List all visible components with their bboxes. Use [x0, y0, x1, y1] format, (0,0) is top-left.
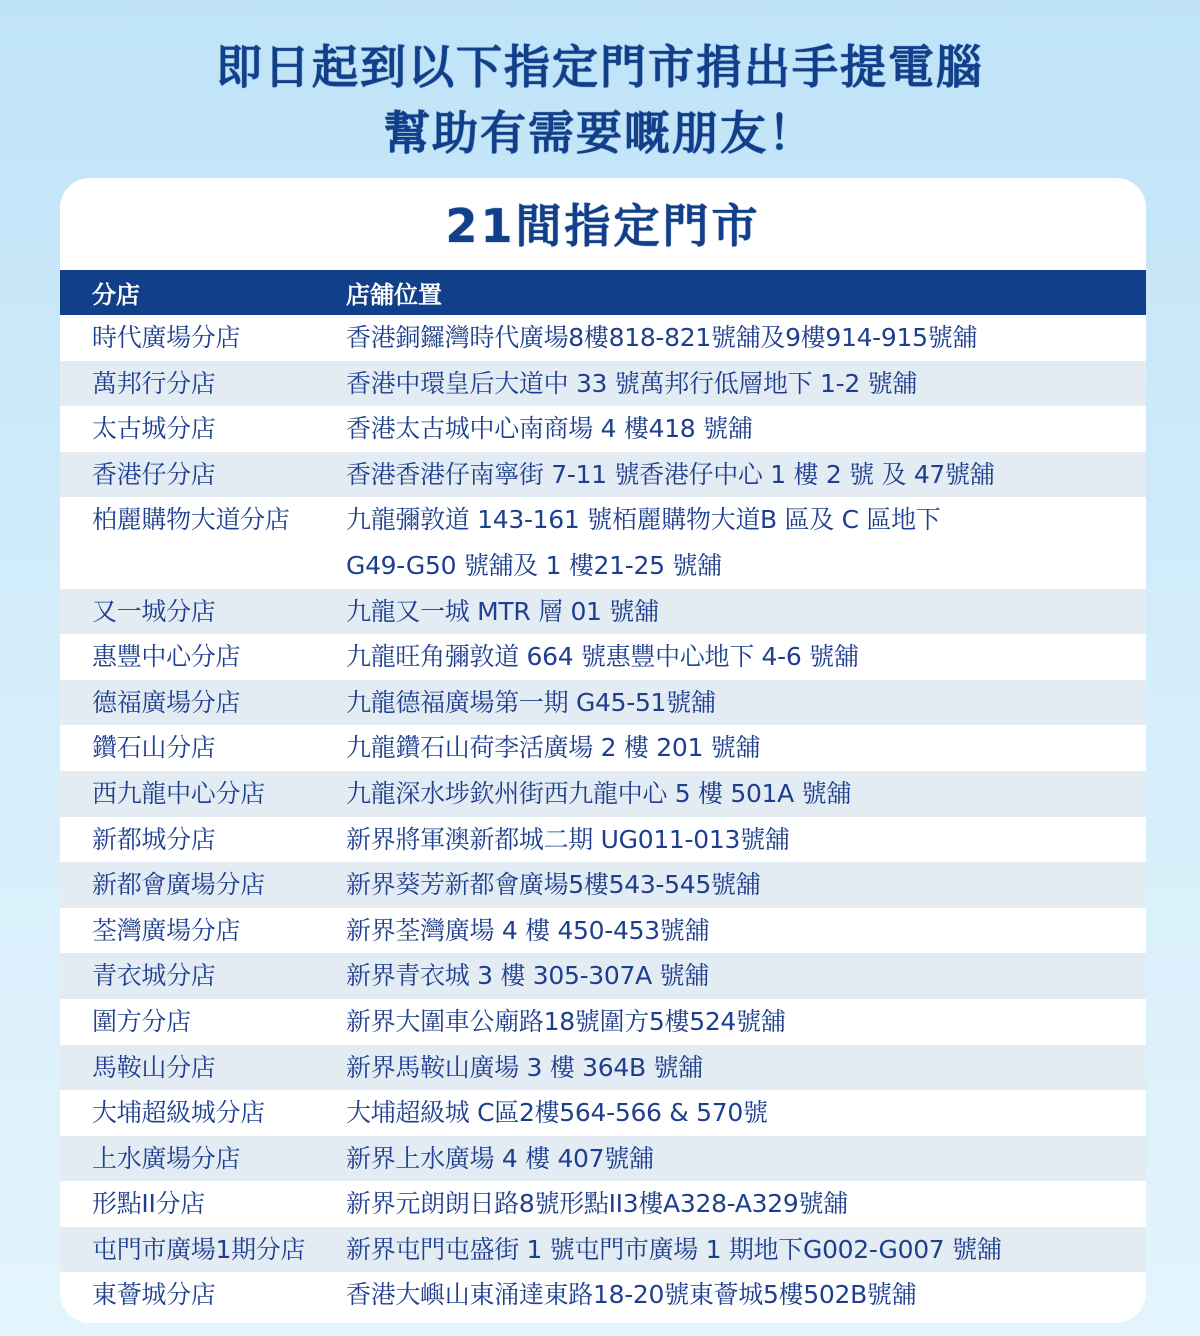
table-row: [60, 862, 1146, 908]
branch-address: 新界葵芳新都會廣場5樓543-545號舖: [346, 870, 761, 900]
branch-name: 馬鞍山分店: [92, 1052, 216, 1082]
branch-address: 新界馬鞍山廣場 3 樓 364B 號舖: [346, 1052, 703, 1082]
table-row: [60, 771, 1146, 817]
branch-name: 萬邦行分店: [92, 368, 216, 398]
branch-name: 柏麗購物大道分店: [92, 505, 290, 535]
branch-address: 新界大圍車公廟路18號圍方5樓524號舖: [346, 1006, 786, 1036]
branch-name: 太古城分店: [92, 414, 216, 444]
table-row: [60, 817, 1146, 863]
branch-name: 圍方分店: [92, 1006, 191, 1036]
table-row: [60, 1227, 1146, 1273]
branch-name: 東薈城分店: [92, 1280, 216, 1310]
table-row: [60, 953, 1146, 999]
table-row: [60, 315, 1146, 361]
table-row: [60, 406, 1146, 452]
branch-name: 大埔超級城分店: [92, 1098, 265, 1128]
branch-address: 九龍深水埗欽州街西九龍中心 5 樓 501A 號舖: [346, 778, 852, 808]
branch-address: 九龍鑽石山荷李活廣場 2 樓 201 號舖: [346, 733, 761, 763]
branch-name: 屯門市廣場1期分店: [92, 1234, 306, 1264]
branch-address: 新界青衣城 3 樓 305-307A 號舖: [346, 961, 709, 991]
header-branch: 分店: [92, 281, 140, 309]
table-row: [60, 908, 1146, 954]
table-row: [60, 1272, 1146, 1318]
branch-address: 新界上水廣場 4 樓 407號舖: [346, 1143, 654, 1173]
table-row: [60, 999, 1146, 1045]
table-row: [60, 725, 1146, 771]
branch-name: 香港仔分店: [92, 459, 216, 489]
branch-address: 九龍德福廣場第一期 G45-51號舖: [346, 687, 716, 717]
table-row: [60, 361, 1146, 407]
table-row: [60, 634, 1146, 680]
store-list-card: [60, 178, 1146, 1323]
branch-address: 香港中環皇后大道中 33 號萬邦行低層地下 1-2 號舖: [346, 368, 918, 398]
table-row: [60, 589, 1146, 635]
branch-name: 德福廣場分店: [92, 687, 241, 717]
table-row: [60, 1090, 1146, 1136]
branch-address: 新界將軍澳新都城二期 UG011-013號舖: [346, 824, 790, 854]
table-row: [60, 1136, 1146, 1182]
branch-name: 西九龍中心分店: [92, 778, 265, 808]
headline-line-2: 幫助有需要嘅朋友！: [384, 106, 816, 160]
table-row: [60, 1181, 1146, 1227]
branch-name: 時代廣場分店: [92, 323, 241, 352]
table-body: [60, 315, 1146, 1318]
branch-name: 新都會廣場分店: [92, 870, 265, 900]
card-title: 21間指定門市: [445, 199, 761, 253]
branch-name: 荃灣廣場分店: [92, 915, 241, 945]
branch-name: 惠豐中心分店: [92, 642, 241, 672]
branch-address: 香港香港仔南寧街 7-11 號香港仔中心 1 樓 2 號 及 47號舖: [346, 459, 995, 489]
branch-name: 鑽石山分店: [92, 733, 216, 763]
header-address: 店舖位置: [346, 281, 442, 309]
branch-address: 新界元朗朗日路8號形點II3樓A328-A329號舖: [346, 1189, 848, 1219]
branch-address: 香港大嶼山東涌達東路18-20號東薈城5樓502B號舖: [346, 1280, 917, 1310]
branch-name: 青衣城分店: [92, 961, 216, 991]
branch-address: 香港太古城中心南商場 4 樓418 號舖: [346, 414, 753, 444]
branch-address: 新界屯門屯盛街 1 號屯門市廣場 1 期地下G002-G007 號舖: [346, 1234, 1002, 1264]
branch-address: 新界荃灣廣場 4 樓 450-453號舖: [346, 915, 710, 945]
branch-address: 九龍旺角彌敦道 664 號惠豐中心地下 4-6 號舖: [346, 642, 859, 672]
branch-name: 新都城分店: [92, 824, 216, 854]
branch-name: 上水廣場分店: [92, 1143, 241, 1173]
table-row: [60, 452, 1146, 498]
branch-address: 大埔超級城 C區2樓564-566 & 570號: [346, 1098, 768, 1128]
table-row: [60, 680, 1146, 726]
branch-address: 九龍彌敦道 143-161 號栢麗購物大道B 區及 C 區地下 G49-G50 號舖及 1 樓21-25 號舖: [346, 505, 941, 580]
branch-address: 香港銅鑼灣時代廣場8樓818-821號舖及9樓914-915號舖: [346, 323, 978, 352]
table-row: [60, 1045, 1146, 1091]
table-row: [60, 497, 1146, 588]
branch-name: 形點II分店: [92, 1189, 205, 1219]
branch-address: 九龍又一城 MTR 層 01 號舖: [346, 596, 659, 626]
branch-name: 又一城分店: [92, 596, 216, 626]
headline-line-1: 即日起到以下指定門市捐出手提電腦: [216, 40, 984, 94]
headline: [0, 34, 1200, 166]
table-header: [60, 270, 1146, 315]
